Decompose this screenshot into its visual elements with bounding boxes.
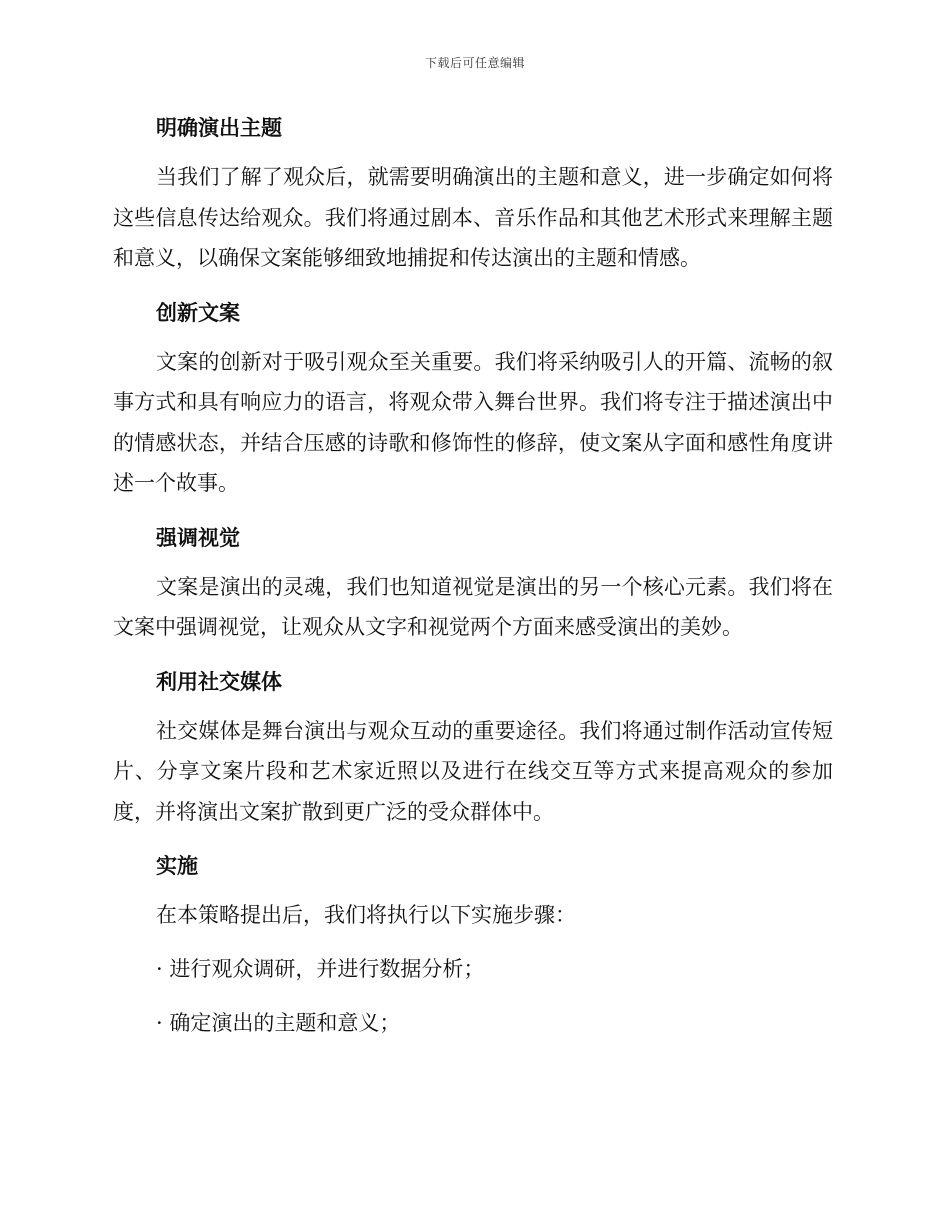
section-paragraph: 社交媒体是舞台演出与观众互动的重要途径。我们将通过制作活动宣传短片、分享文案片段和艺术家近照以及进行在线交互等方式来提高观众的参加度，并将演出文案扩散到更广泛的受众群体中。: [113, 718, 833, 824]
list-item: · 确定演出的主题和意义；: [156, 1011, 401, 1035]
section-heading: 利用社交媒体: [156, 669, 282, 694]
section-implementation: [113, 846, 833, 1043]
implementation-intro: 在本策略提出后，我们将执行以下实施步骤：: [156, 903, 576, 927]
section-theme: [113, 108, 833, 279]
document-body: [113, 108, 833, 1057]
section-social-media: [113, 662, 833, 833]
header-note: 下载后可任意编辑: [424, 56, 525, 70]
section-heading: 明确演出主题: [156, 116, 282, 140]
section-heading: 强调视觉: [156, 525, 240, 550]
section-copywriting: [113, 293, 833, 504]
list-item: · 进行观众调研，并进行数据分析；: [156, 957, 485, 981]
section-visual: [113, 518, 833, 648]
section-paragraph: 当我们了解了观众后，就需要明确演出的主题和意义，进一步确定如何将这些信息传达给观众。我们将通过剧本、音乐作品和其他艺术形式来理解主题和意义，以确保文案能够细致地捕捉和传达演出的主题和情感。: [113, 165, 833, 270]
section-paragraph: 文案的创新对于吸引观众至关重要。我们将采纳吸引人的开篇、流畅的叙事方式和具有响应力的语言，将观众带入舞台世界。我们将专注于描述演出中的情感状态，并结合压感的诗歌和修饰性的修辞，使文案从字面和感性角度讲述一个故事。: [113, 349, 833, 495]
section-heading: 创新文案: [156, 300, 240, 325]
section-paragraph: 文案是演出的灵魂，我们也知道视觉是演出的另一个核心元素。我们将在文案中强调视觉，让观众从文字和视觉两个方面来感受演出的美妙。: [113, 574, 833, 639]
section-heading: 实施: [156, 854, 198, 878]
